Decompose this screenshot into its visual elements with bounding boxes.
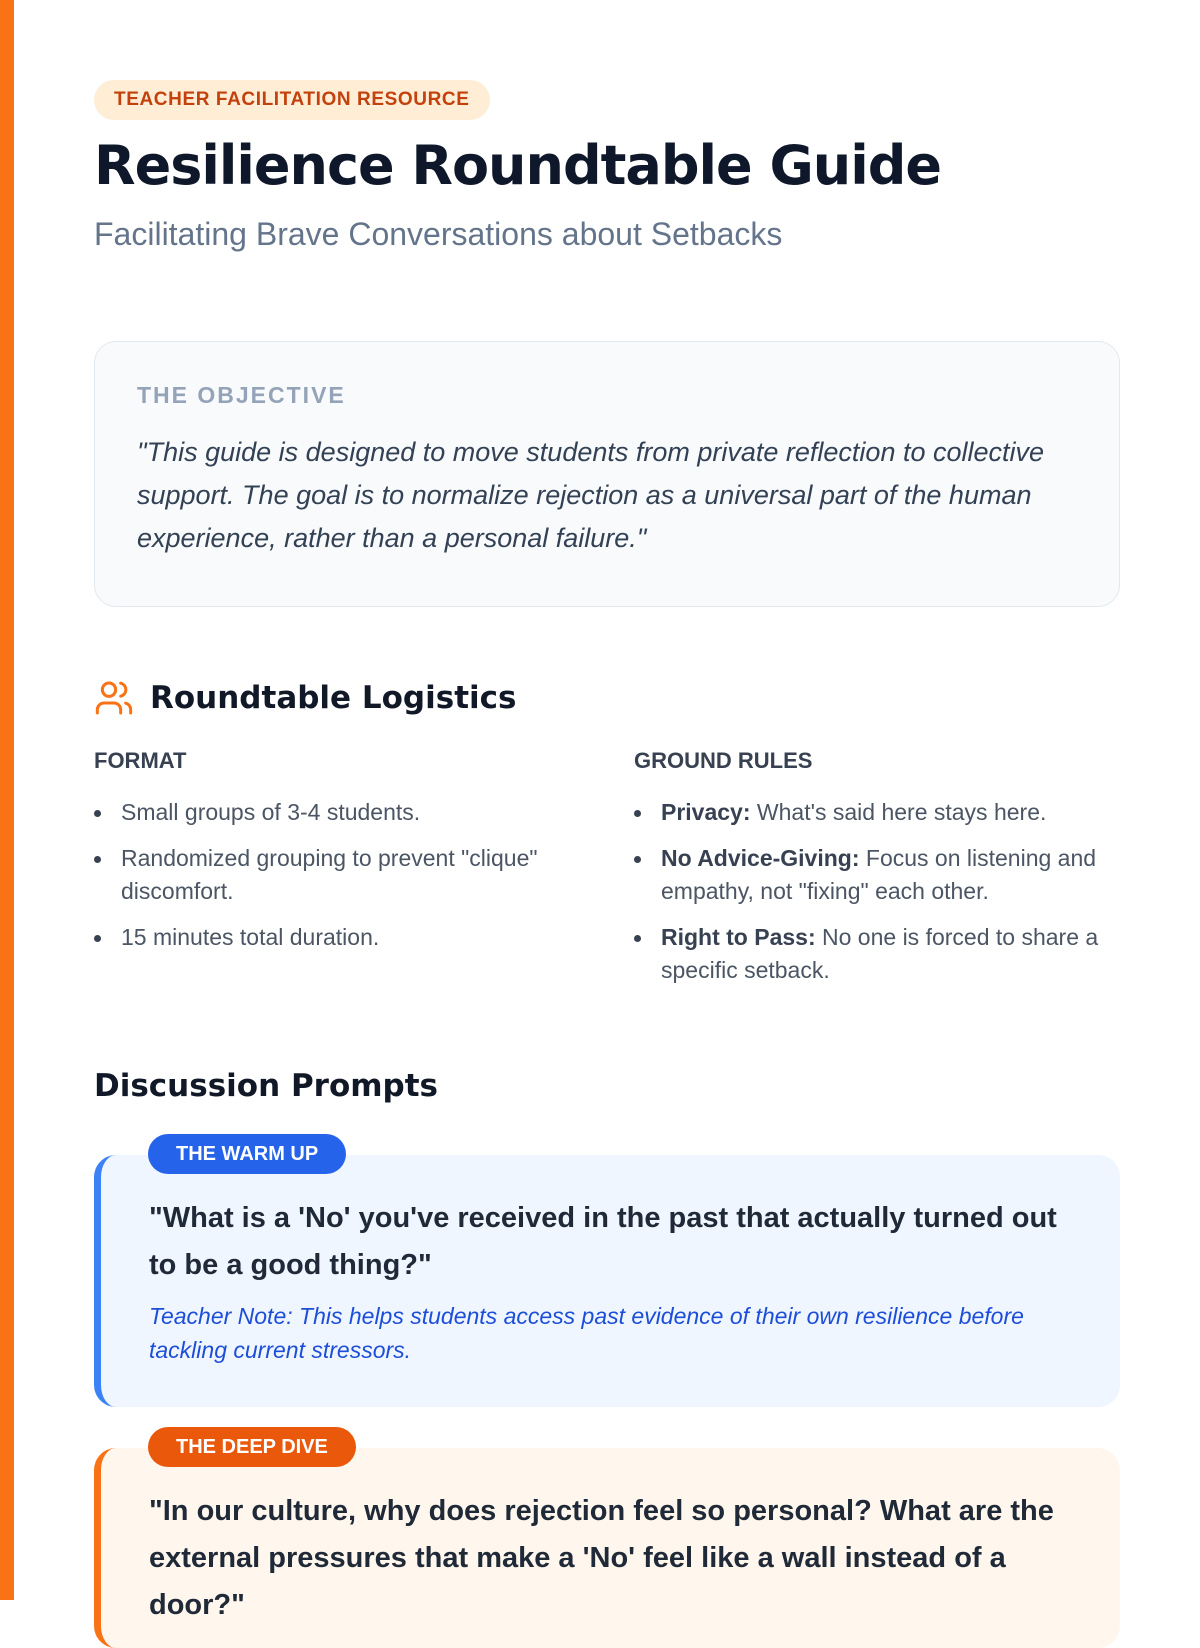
resource-badge: TEACHER FACILITATION RESOURCE [94,80,490,120]
format-item: Randomized grouping to prevent "clique" discomfort. [94,842,584,908]
format-column [94,748,584,967]
logistics-title: Roundtable Logistics [150,680,517,716]
page-subtitle: Facilitating Brave Conversations about Setbacks [94,216,783,252]
rule-term: Privacy: [661,799,751,825]
objective-label: THE OBJECTIVE [137,382,346,408]
format-list [94,796,584,954]
rule-text: Focus on listening and empathy, not "fixing" each other. [661,845,1097,904]
users-icon [94,678,134,718]
ground-rules-label: GROUND RULES [634,748,813,773]
rule-term: No Advice-Giving: [661,845,860,871]
ground-rule-item [634,842,1124,908]
prompt-card-warm-up [94,1143,1120,1407]
format-label: FORMAT [94,748,187,773]
objective-box [94,341,1120,607]
format-item: Small groups of 3-4 students. [94,796,584,829]
ground-rules-list [634,796,1124,987]
rule-text: No one is forced to share a specific setback. [661,924,1099,983]
rule-text: What's said here stays here. [756,799,1047,825]
format-item: 15 minutes total duration. [94,921,584,954]
ground-rules-column [634,748,1124,1000]
ground-rule-item [634,921,1124,987]
ground-rule-item [634,796,1124,829]
prompt-question: "What is a 'No' you've received in the past that actually turned out to be a good thing?" [149,1202,1057,1281]
prompt-tag: THE DEEP DIVE [148,1427,356,1467]
objective-text: "This guide is designed to move students from private reflection to collective support. The goal is to normalize rejection as a universal part of the human experience, rather than a personal failure." [137,437,1045,553]
teacher-note: Teacher Note: This helps students access past evidence of their own resilience before tackling current stressors. [149,1303,1024,1363]
left-accent-bar [0,0,14,1600]
logistics-heading [94,678,516,718]
prompt-question: "In our culture, why does rejection feel so personal? What are the external pressures that make a 'No' feel like a wall instead of a door?" [149,1495,1054,1621]
rule-term: Right to Pass: [661,924,816,950]
prompt-card-deep-dive [94,1436,1120,1648]
prompts-title: Discussion Prompts [94,1068,439,1104]
page-title: Resilience Roundtable Guide [94,134,941,197]
prompt-tag: THE WARM UP [148,1134,346,1174]
